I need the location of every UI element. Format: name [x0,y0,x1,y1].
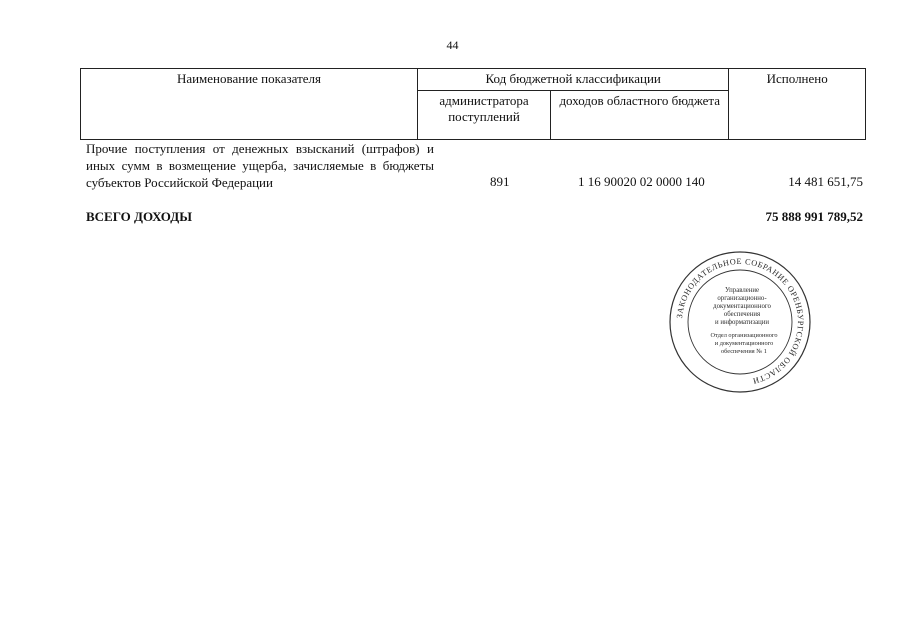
header-indicator-name: Наименование показателя [81,69,418,140]
official-seal [668,250,812,394]
header-regional-income: доходов областного бюджета [551,91,729,140]
seal-inner-line: обеспечения [723,311,761,318]
header-executed: Исполнено [729,69,866,140]
header-classification-code: Код бюджетной классификации [417,69,728,91]
seal-inner-line: документационного [713,303,771,310]
header-administrator: администратора поступлений [417,91,550,140]
total-label: ВСЕГО ДОХОДЫ [86,209,192,224]
row-executed-amount: 14 481 651,75 [788,174,863,189]
row-income-code: 1 16 90020 02 0000 140 [578,174,705,189]
seal-ring-text: ЗАКОНОДАТЕЛЬНОЕ СОБРАНИЕ ОРЕНБУРГСКОЙ ОБЛАСТИ [675,256,806,386]
seal-inner-line: и информатизации [714,319,770,326]
page-number: 44 [446,38,459,52]
seal-bottom-line: и документационного [714,340,774,347]
budget-table [80,68,866,140]
row-administrator-code: 891 [490,174,510,189]
row-indicator-name: Прочие поступления от денежных взысканий (штрафов) и иных сумм в возмещение ущерба, зачисляемые в бюджеты субъектов Российской Федерации [86,141,434,190]
seal-inner-line: Управление [724,287,760,294]
seal-bottom-line: обеспечения № 1 [721,348,767,355]
table-header-row [81,69,866,91]
seal-inner-line: организационно- [717,295,767,302]
total-value: 75 888 991 789,52 [765,209,863,224]
seal-bottom-line: Отдел организационного [710,332,778,339]
